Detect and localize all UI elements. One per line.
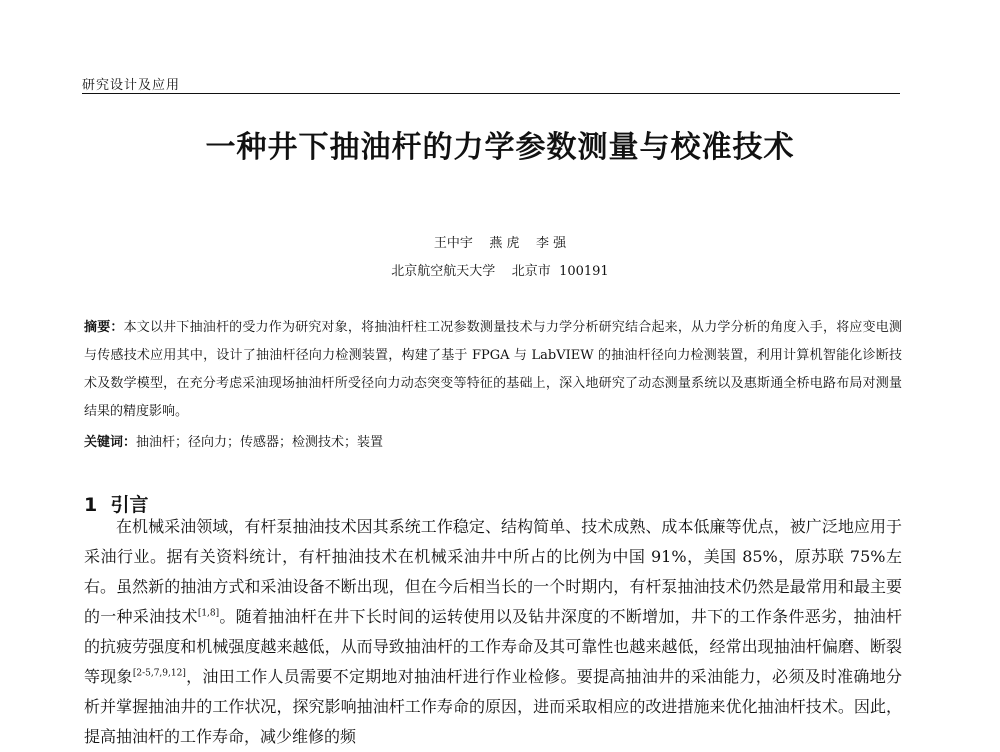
running-head: 研究设计及应用	[82, 78, 181, 93]
abstract-text: 本文以井下抽油杆的受力作为研究对象，将抽油杆柱工况参数测量技术与力学分析研究结合起来，从力学分析的角度入手，将应变电测与传感技术应用其中，设计了抽油杆径向力检测装置，构建了基于 FPGA 与 LabVIEW 的抽油杆径向力检测装置，利用计算机智能化诊断技术及数学模型，在充分考虑采油现场抽油杆所受径向力动态突变等特征的基础上，深入地研究了动态测量系统以及惠斯通全桥电路布局对测量结果的精度影响。	[84, 320, 902, 419]
introduction-paragraph	[84, 512, 902, 752]
section-heading-introduction: 1 引言	[84, 494, 149, 516]
citation-ref-2: [2-5,7,9,12]	[132, 668, 186, 679]
paragraph-part-2: 。随着抽油杆在井下长时间的运转使用以及钻井深度的不断增加，井下的工作条件恶劣，抽油杆的抗疲劳强度和机械强度越来越低，从而导致抽油杆的工作寿命及其可靠性也越来越低，经常出现抽油杆偏磨、断裂等现象	[84, 607, 902, 686]
abstract	[84, 314, 902, 426]
abstract-label: 摘要：	[84, 320, 124, 335]
keywords-text: 抽油杆；径向力；传感器；检测技术；装置	[136, 435, 384, 450]
authors: 王中宇 燕 虎 李 强	[433, 236, 567, 251]
keywords	[84, 432, 902, 454]
paragraph-part-1: 在机械采油领域，有杆泵抽油技术因其系统工作稳定、结构简单、技术成熟、成本低廉等优点，被广泛地应用于采油行业。据有关资料统计，有杆抽油技术在机械采油井中所占的比例为中国 91%，美国 85%，原苏联 75%左右。虽然新的抽油方式和采油设备不断出现，但在今后相当长的一个时期内，有杆泵抽油技术仍然是最常用和最主要的一种采油技术	[84, 517, 902, 626]
keywords-label: 关键词：	[84, 435, 137, 450]
paper-title: 一种井下抽油杆的力学参数测量与校准技术	[205, 130, 795, 165]
citation-ref-1: [1,8]	[197, 608, 220, 619]
affiliation: 北京航空航天大学 北京市 100191	[391, 264, 609, 279]
header-rule	[82, 93, 900, 94]
paragraph-part-3: ，油田工作人员需要不定期地对抽油杆进行作业检修。要提高抽油井的采油能力，必须及时准确地分析并掌握抽油井的工作状况，探究影响抽油杆工作寿命的原因，进而采取相应的改进措施来优化抽油杆技术。因此，提高抽油杆的工作寿命，减少维修的频	[84, 667, 902, 746]
